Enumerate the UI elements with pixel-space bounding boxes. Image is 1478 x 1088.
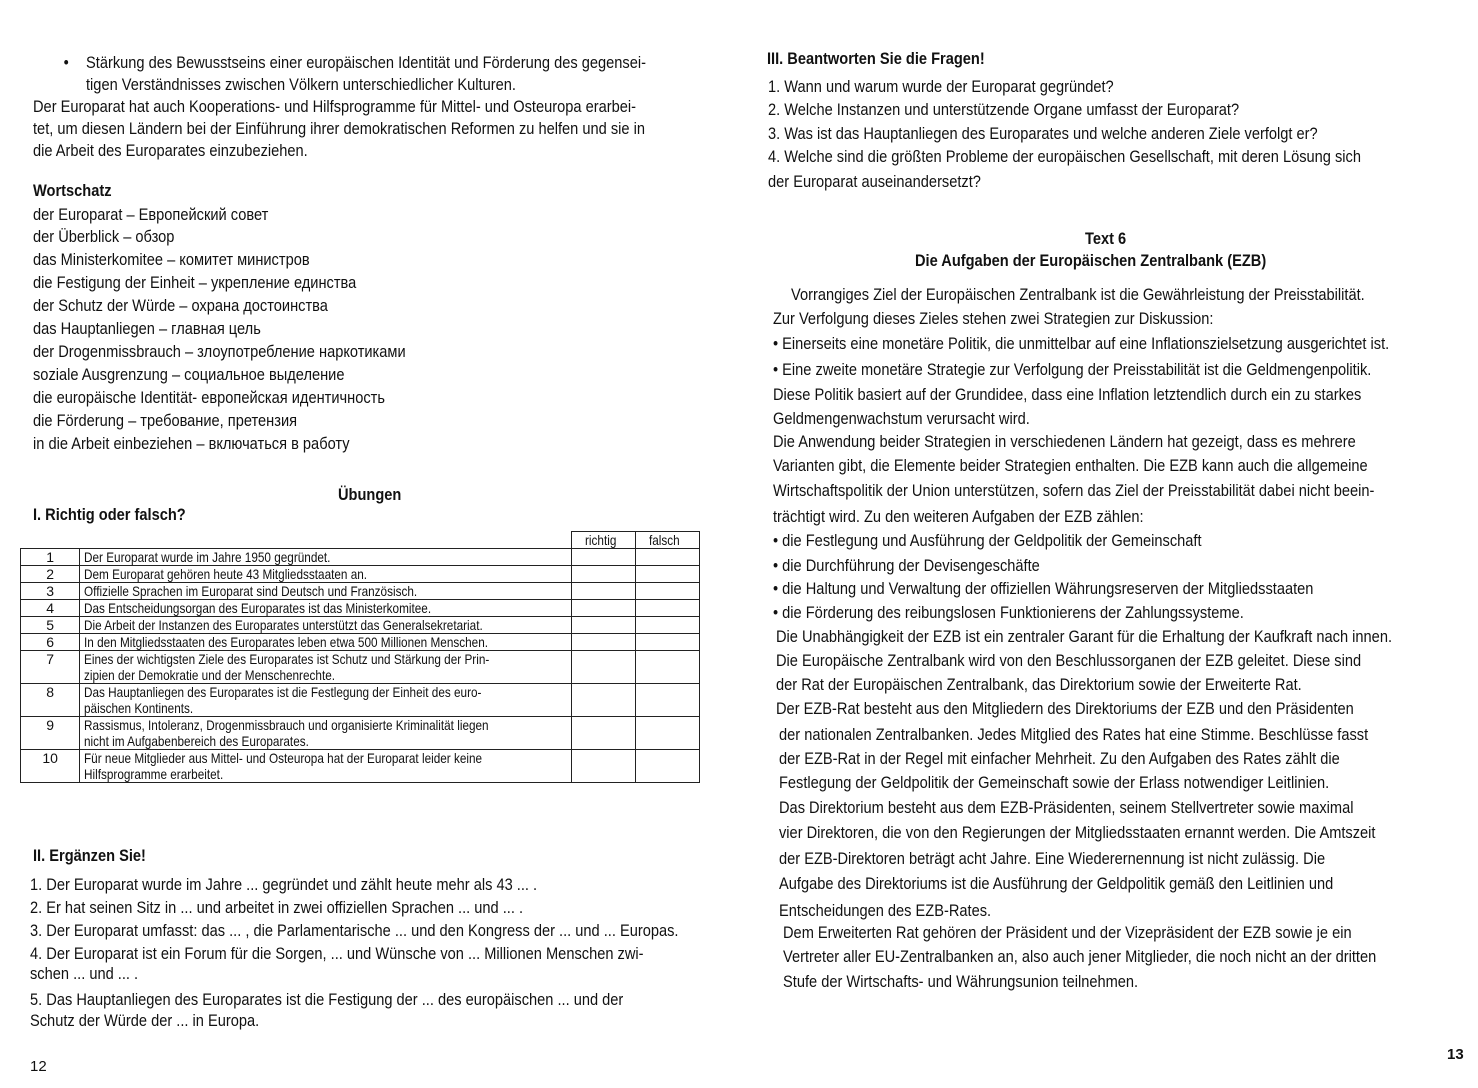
exercise-2-line: Schutz der Würde der ... in Europa. xyxy=(30,1011,260,1030)
body-line: • Einerseits eine monetäre Politik, die unmittelbar auf eine Inflationszielsetzung ausgerichtet ist. xyxy=(773,334,1390,353)
row-statement: Das Entscheidungsorgan des Europarates ist das Ministerkomitee. xyxy=(80,600,571,617)
row-statement: Das Hauptanliegen des Europarates ist die Festlegung der Einheit des euro- päischen Kontinents. xyxy=(80,684,571,717)
body-line: der nationalen Zentralbanken. Jedes Mitglied des Rates hat eine Stimme. Beschlüsse fasst xyxy=(779,725,1369,744)
page-number-left: 12 xyxy=(30,1058,47,1075)
falsch-cell[interactable] xyxy=(635,750,699,783)
exercise-2-line: 2. Er hat seinen Sitz in ... und arbeitet in zwei offiziellen Sprachen ... und ... . xyxy=(30,898,524,917)
intro-bullet-line-2: tigen Verständnisses zwischen Völkern unterschiedlicher Kulturen. xyxy=(86,75,516,94)
row-number: 9 xyxy=(21,717,80,750)
row-statement: In den Mitgliedsstaaten des Europarates leben etwa 500 Millionen Menschen. xyxy=(80,634,571,651)
richtig-cell[interactable] xyxy=(571,634,635,651)
vocab-item: soziale Ausgrenzung – социальное выделение xyxy=(33,365,345,384)
falsch-cell[interactable] xyxy=(635,617,699,634)
row-number: 6 xyxy=(21,634,80,651)
question-item: 1. Wann und warum wurde der Europarat gegründet? xyxy=(768,77,1114,96)
page-number-right: 13 xyxy=(1447,1046,1464,1063)
body-line: Stufe der Wirtschafts- und Währungsunion teilnehmen. xyxy=(783,972,1139,991)
table-row xyxy=(21,600,700,617)
right-page xyxy=(739,0,1478,1088)
falsch-cell[interactable] xyxy=(635,684,699,717)
table-row xyxy=(21,634,700,651)
richtig-cell[interactable] xyxy=(571,750,635,783)
paragraph-line-1: Der Europarat hat auch Kooperations- und Hilfsprogramme für Mittel- und Osteuropa erarbei- xyxy=(33,97,636,116)
question-item: 2. Welche Instanzen und unterstützende Organe umfasst der Europarat? xyxy=(768,100,1240,119)
body-line: • die Haltung und Verwaltung der offiziellen Währungsreserven der Mitgliedsstaaten xyxy=(773,579,1314,598)
row-number: 2 xyxy=(21,566,80,583)
body-line: Die Anwendung beider Strategien in verschiedenen Ländern hat gezeigt, dass es mehrere xyxy=(773,432,1356,451)
body-line: der Rat der Europäischen Zentralbank, das Direktorium sowie der Erweiterte Rat. xyxy=(776,675,1302,694)
row-number: 4 xyxy=(21,600,80,617)
table-row xyxy=(21,651,700,684)
intro-bullet-line-1: • Stärkung des Bewusstseins einer europäischen Identität und Förderung des gegensei- xyxy=(86,52,646,74)
true-false-table xyxy=(20,531,700,783)
exercise-2-line: 5. Das Hauptanliegen des Europarates ist die Festigung der ... des europäischen ... und der xyxy=(30,990,624,1009)
exercise-2-title: II. Ergänzen Sie! xyxy=(33,846,146,865)
body-line: der EZB-Rat in der Regel mit einfacher Mehrheit. Zu den Aufgaben des Rates zählt die xyxy=(779,749,1340,768)
exercise-2-line: 1. Der Europarat wurde im Jahre ... gegründet und zählt heute mehr als 43 ... . xyxy=(30,875,538,894)
vocab-item: der Drogenmissbrauch – злоупотребление наркотиками xyxy=(33,342,406,361)
table-row xyxy=(21,617,700,634)
row-number: 1 xyxy=(21,549,80,566)
column-header-falsch: falsch xyxy=(635,532,699,549)
table-row xyxy=(21,684,700,717)
falsch-cell[interactable] xyxy=(635,600,699,617)
richtig-cell[interactable] xyxy=(571,617,635,634)
body-line: Wirtschaftspolitik der Union unterstützen, sofern das Ziel der Preisstabilität dabei nicht beein- xyxy=(773,481,1375,500)
falsch-cell[interactable] xyxy=(635,549,699,566)
question-item: der Europarat auseinandersetzt? xyxy=(768,172,981,191)
body-line: Der EZB-Rat besteht aus den Mitgliedern des Direktoriums der EZB und den Präsidenten xyxy=(776,699,1354,718)
body-line: • die Festlegung und Ausführung der Geldpolitik der Gemeinschaft xyxy=(773,531,1202,550)
falsch-cell[interactable] xyxy=(635,583,699,600)
question-item: 4. Welche sind die größten Probleme der europäischen Gesellschaft, mit deren Lösung sich xyxy=(768,147,1361,166)
vocab-item: die Förderung – требование, претензия xyxy=(33,411,298,430)
richtig-cell[interactable] xyxy=(571,549,635,566)
row-statement: Der Europarat wurde im Jahre 1950 gegründet. xyxy=(80,549,571,566)
body-line: Entscheidungen des EZB-Rates. xyxy=(779,901,992,920)
exercise-1-title: I. Richtig oder falsch? xyxy=(33,505,186,524)
table-header-row xyxy=(21,532,700,549)
body-line: Aufgabe des Direktoriums ist die Ausführung der Geldpolitik gemäß den Leitlinien und xyxy=(779,874,1334,893)
vocab-item: die Festigung der Einheit – укрепление единства xyxy=(33,273,357,292)
body-line: Vorrangiges Ziel der Europäischen Zentralbank ist die Gewährleistung der Preisstabilität. xyxy=(791,285,1365,304)
vocab-item: die europäische Identität- европейская идентичность xyxy=(33,388,385,407)
body-line: • Eine zweite monetäre Strategie zur Verfolgung der Preisstabilität ist die Geldmengenpolitik. xyxy=(773,360,1372,379)
row-statement: Dem Europarat gehören heute 43 Mitgliedsstaaten an. xyxy=(80,566,571,583)
vocab-item: der Europarat – Европейский совет xyxy=(33,205,269,224)
row-number: 8 xyxy=(21,684,80,717)
table-row xyxy=(21,549,700,566)
richtig-cell[interactable] xyxy=(571,717,635,750)
richtig-cell[interactable] xyxy=(571,566,635,583)
row-number: 10 xyxy=(21,750,80,783)
body-line: Vertreter aller EU-Zentralbanken an, also auch jener Mitglieder, die noch nicht an der dritten xyxy=(783,947,1377,966)
body-line: Das Direktorium besteht aus dem EZB-Präsidenten, seinem Stellvertreter sowie maximal xyxy=(779,798,1354,817)
falsch-cell[interactable] xyxy=(635,566,699,583)
text-title: Die Aufgaben der Europäischen Zentralbank (EZB) xyxy=(915,251,1267,270)
body-line: trächtigt wird. Zu den weiteren Aufgaben der EZB zählen: xyxy=(773,507,1144,526)
body-line: Die Europäische Zentralbank wird von den Beschlussorganen der EZB geleitet. Diese sind xyxy=(776,651,1362,670)
column-header-richtig: richtig xyxy=(571,532,635,549)
vocab-item: der Überblick – обзор xyxy=(33,227,175,246)
exercise-2-line: 4. Der Europarat ist ein Forum für die Sorgen, ... und Wünsche von ... Millionen Menschen zwi- xyxy=(30,944,644,963)
falsch-cell[interactable] xyxy=(635,717,699,750)
body-line: • die Förderung des reibungslosen Funktionierens der Zahlungssysteme. xyxy=(773,603,1244,622)
exercise-2-line: schen ... und ... . xyxy=(30,964,139,983)
row-number: 5 xyxy=(21,617,80,634)
vocab-item: der Schutz der Würde – охрана достоинства xyxy=(33,296,328,315)
exercise-2-line: 3. Der Europarat umfasst: das ... , die Parlamentarische ... und den Kongress der ... und ... Europas. xyxy=(30,921,679,940)
table-row xyxy=(21,717,700,750)
table-row xyxy=(21,566,700,583)
uebungen-heading: Übungen xyxy=(338,485,402,504)
exercise-3-title: III. Beantworten Sie die Fragen! xyxy=(767,49,985,68)
richtig-cell[interactable] xyxy=(571,651,635,684)
row-statement: Für neue Mitglieder aus Mittel- und Osteuropa hat der Europarat leider keine Hilfsprogramme erarbeitet. xyxy=(80,750,571,783)
table-row xyxy=(21,750,700,783)
body-line: Diese Politik basiert auf der Grundidee, dass eine Inflation letztendlich durch ein zu starkes xyxy=(773,385,1362,404)
richtig-cell[interactable] xyxy=(571,600,635,617)
row-statement: Eines der wichtigsten Ziele des Europarates ist Schutz und Stärkung der Prin- zipien der Demokratie und der Menschenrechte. xyxy=(80,651,571,684)
row-number: 7 xyxy=(21,651,80,684)
richtig-cell[interactable] xyxy=(571,583,635,600)
wortschatz-heading: Wortschatz xyxy=(33,181,112,200)
row-statement: Rassismus, Intoleranz, Drogenmissbrauch und organisierte Kriminalität liegen nicht im Aufgabenbereich des Europarates. xyxy=(80,717,571,750)
row-number: 3 xyxy=(21,583,80,600)
falsch-cell[interactable] xyxy=(635,634,699,651)
body-line: Varianten gibt, die Elemente beider Strategien enthalten. Die EZB kann auch die allgemeine xyxy=(773,456,1368,475)
paragraph-line-2: tet, um diesen Ländern bei der Einführung ihrer demokratischen Reformen zu helfen und sie in xyxy=(33,119,645,138)
vocab-item: das Ministerkomitee – комитет министров xyxy=(33,250,310,269)
table-row xyxy=(21,583,700,600)
body-line: Geldmengenwachstum verursacht wird. xyxy=(773,409,1030,428)
falsch-cell[interactable] xyxy=(635,651,699,684)
body-line: Festlegung der Geldpolitik der Gemeinschaft sowie der Erlass notwendiger Leitlinien. xyxy=(779,773,1330,792)
body-line: vier Direktoren, die von den Regierungen der Mitgliedsstaaten ernannt werden. Die Amtszeit xyxy=(779,823,1376,842)
vocab-item: in die Arbeit einbeziehen – включаться в работу xyxy=(33,434,350,453)
body-line: Dem Erweiterten Rat gehören der Präsident und der Vizepräsident der EZB sowie je ein xyxy=(783,923,1352,942)
row-statement: Die Arbeit der Instanzen des Europarates unterstützt das Generalsekretariat. xyxy=(80,617,571,634)
text-label: Text 6 xyxy=(1085,229,1127,248)
body-line: der EZB-Direktoren beträgt acht Jahre. Eine Wiederernennung ist nicht zulässig. Die xyxy=(779,849,1326,868)
vocab-item: das Hauptanliegen – главная цель xyxy=(33,319,261,338)
question-item: 3. Was ist das Hauptanliegen des Europarates und welche anderen Ziele verfolgt er? xyxy=(768,124,1318,143)
paragraph-line-3: die Arbeit des Europarates einzubeziehen. xyxy=(33,141,308,160)
row-statement: Offizielle Sprachen im Europarat sind Deutsch und Französisch. xyxy=(80,583,571,600)
richtig-cell[interactable] xyxy=(571,684,635,717)
body-line: • die Durchführung der Devisengeschäfte xyxy=(773,556,1040,575)
body-line: Die Unabhängigkeit der EZB ist ein zentraler Garant für die Erhaltung der Kaufkraft nach innen. xyxy=(776,627,1393,646)
body-line: Zur Verfolgung dieses Zieles stehen zwei Strategien zur Diskussion: xyxy=(773,309,1214,328)
